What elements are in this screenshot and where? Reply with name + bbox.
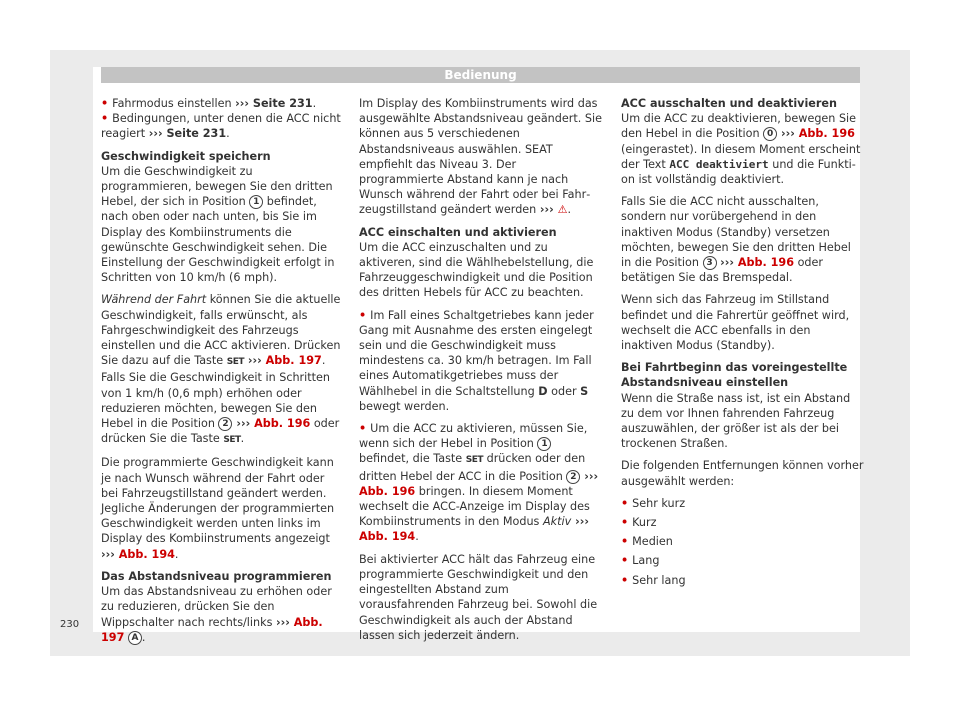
set-key-icon: SET (226, 357, 244, 368)
position-marker: 0 (763, 127, 777, 141)
page-reference[interactable]: ››› Seite 231 (235, 97, 313, 110)
figure-reference[interactable]: Abb. 196 (254, 417, 311, 431)
column-3 (621, 96, 864, 592)
paragraph-acc-on: Um die ACC einzuschalten und zu aktiveren, sind die Wählhebelstellung, die Fahrzeuggeschwindigkeit und die Position des dritten Hebels für ACC zu beachten. (359, 240, 594, 300)
position-marker: 3 (703, 256, 717, 270)
paragraph-wet-road: Wenn die Straße nass ist, ist ein Abstand zu dem vor Ihnen fahrenden Fahrzeug auszuwählen, der größer ist als der bei trockenen Straßen. (621, 391, 851, 451)
figure-reference[interactable]: Abb. 197 (265, 354, 322, 368)
heading-distance-level: Das Abstandsniveau programmieren (101, 569, 332, 583)
heading-preset-distance: Bei Fahrtbeginn das voreingestellte Abstandsniveau einstellen (621, 361, 848, 390)
list-item: • Sehr lang (621, 573, 686, 587)
list-item: • Medien (621, 535, 673, 549)
paragraph-standstill: Wenn sich das Fahrzeug im Stillstand befindet und die Fahrertür geöffnet wird, wechselt die ACC ebenfalls in den inaktiven Modus (Standby). (621, 293, 850, 353)
figure-reference[interactable]: Abb. 196 (737, 256, 795, 270)
paragraph-preselect: Die folgenden Entfernungen können vorher ausgewählt werden: (621, 459, 864, 488)
figure-reference[interactable]: Abb. 194 (118, 547, 175, 561)
paragraph-acc-active: Bei aktivierter ACC hält das Fahrzeug eine programmierte Geschwindigkeit und den eingestellten Abstand zum vorausfahrenden Fahrzeug bei. Sowohl die Geschwindigkeit als auch der Abstand lassen sich jederzeit ändern. (359, 552, 598, 642)
heading-save-speed: Geschwindigkeit speichern (101, 149, 271, 163)
bullet-drive-mode: • Fahrmodus einstellen ››› Seite 231. (101, 97, 317, 110)
paragraph-program-speed: Um die Geschwindigkeit zu programmieren, bewegen Sie den dritten Hebel, der sich in Position 1 befindet, nach oben oder nach unten, bis Sie im Display des Kombiinstruments die gewünschte Geschwindigkeit sehen. Die Einstellung der Geschwindigkeit erfolgt in Schritten von 10 km/h (6 mph). (101, 164, 335, 285)
paragraph-distance-level: Um das Abstandsniveau zu erhöhen oder zu reduzieren, drücken Sie den Wippschalter nach rechts/links ››› Abb. 197 A . (101, 585, 332, 644)
page-reference[interactable]: ››› Seite 231 (148, 127, 227, 141)
position-marker: 2 (566, 470, 580, 484)
column-2 (359, 96, 602, 650)
heading-acc-on: ACC einschalten und aktivieren (359, 225, 557, 239)
heading-acc-off: ACC ausschalten und deaktivieren (621, 97, 837, 110)
list-item: • Sehr kurz (621, 496, 686, 510)
distance-list (621, 496, 864, 588)
position-marker: 1 (249, 195, 263, 209)
position-marker: 1 (537, 437, 551, 451)
figure-reference[interactable]: Abb. 196 (798, 127, 855, 141)
bullet-gearbox: • Im Fall eines Schaltgetriebes kann jeder Gang mit Ausnahme des ersten eingelegt sein und die Geschwindigkeit muss mindestens ca. 30 km/h betragen. Im Fall eines Automatikgetriebes muss der Wählhebel in die Schaltstellung D oder S bewegt werden. (359, 308, 594, 413)
column-1 (101, 96, 344, 652)
paragraph-change-speed: Die programmierte Geschwindigkeit kann je nach Wunsch während der Fahrt oder bei Fahrzeugstillstand geändert werden. Jegliche Änderungen der programmierten Geschwindigkeit werden unten links im Display des Kombiinstruments angezeigt ››› Abb. 194. (101, 456, 335, 561)
bullet-conditions: • Bedingungen, unter denen die ACC nicht reagiert ››› Seite 231. (101, 112, 341, 141)
bullet-activate-acc: • Um die ACC zu aktivieren, müssen Sie, wenn sich der Hebel in Position 1 befindet, die Taste SET drücken oder den dritten Hebel der ACC in die Position 2 ››› Abb. 196 bringen. In diesem Moment wechselt die ACC-Anzeige im Display des Kombiinstruments in den Modus Aktiv ››› Abb. 194. (359, 422, 599, 544)
paragraph-distance-display: Im Display des Kombiinstruments wird das ausgewählte Abstandsniveau geändert. Sie können aus 5 verschiedenen Abstandsniveaus auswählen. SEAT empfiehlt das Niveau 3. Der programmierte Abstand kann je nach Wunsch während der Fahrt oder bei Fahrzeugstillstand geändert werden ››› ⚠. (359, 97, 602, 217)
paragraph-acc-off: Um die ACC zu deaktivieren, bewegen Sie den Hebel in die Position 0 ››› Abb. 196 (eingerastet). In diesem Moment erscheint der Text ACC deaktiviert und die Funktion ist vollständig deaktiviert. (621, 112, 861, 187)
section-header: Bedienung (101, 67, 860, 83)
list-item: • Lang (621, 554, 660, 568)
warning-icon: ⚠ (557, 203, 568, 217)
set-key-icon: SET (465, 455, 484, 466)
set-key-icon: SET (223, 435, 241, 446)
figure-reference[interactable]: Abb. 194 (359, 530, 416, 544)
figure-reference[interactable]: Abb. 196 (359, 484, 416, 498)
paragraph-while-driving: Während der Fahrt können Sie die aktuelle Geschwindigkeit, falls erwünscht, als Fahrgeschwindigkeit des Fahrzeugs einstellen und die ACC aktivieren. Drücken Sie dazu auf die Taste SET ››› Abb. 197. Falls Sie die Geschwindigkeit in Schritten von 1 km/h (0,6 mph) erhöhen oder reduzieren möchten, bewegen Sie den Hebel in die Position 2 ››› Abb. 196 oder drücken Sie die Taste SET. (101, 293, 341, 446)
figure-reference[interactable]: Abb. 197 (101, 615, 323, 644)
position-marker: A (128, 631, 142, 645)
position-marker: 2 (218, 417, 232, 431)
paragraph-standby: Falls Sie die ACC nicht ausschalten, sondern nur vorübergehend in den inaktiven Modus (Standby) versetzen möchten, bewegen Sie den dritten Hebel in die Position 3 ››› Abb. 196 oder betätigen Sie das Bremspedal. (621, 195, 851, 285)
page-number: 230 (60, 619, 80, 630)
list-item: • Kurz (621, 516, 657, 530)
display-text: ACC deaktiviert (669, 157, 769, 171)
